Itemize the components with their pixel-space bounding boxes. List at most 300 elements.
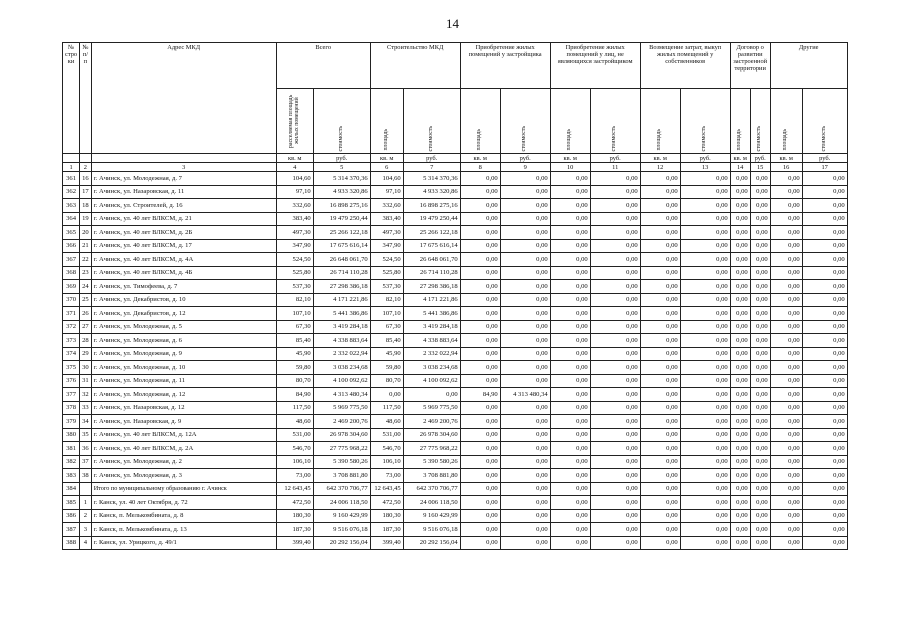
- acq-dev-area: 0,00: [460, 415, 500, 429]
- acq-dev-cost: 0,00: [500, 469, 550, 483]
- compensation-area: 0,00: [640, 266, 680, 280]
- unit-sqm: кв. м: [770, 154, 802, 163]
- column-number: 4: [276, 163, 313, 172]
- total-cost: 26 978 304,60: [313, 428, 370, 442]
- pp-number: 23: [80, 266, 92, 280]
- pp-number: 18: [80, 199, 92, 213]
- contract-cost: 0,00: [750, 334, 770, 348]
- contract-cost: 0,00: [750, 293, 770, 307]
- contract-cost: 0,00: [750, 428, 770, 442]
- row-number: 387: [63, 523, 80, 537]
- pp-number: 25: [80, 293, 92, 307]
- row-number: 364: [63, 212, 80, 226]
- total-area: 524,50: [276, 253, 313, 267]
- acq-nondev-area: 0,00: [550, 212, 590, 226]
- column-number: 9: [500, 163, 550, 172]
- compensation-cost: 0,00: [680, 428, 730, 442]
- contract-area: 0,00: [730, 509, 750, 523]
- row-number: 382: [63, 455, 80, 469]
- contract-area: 0,00: [730, 415, 750, 429]
- pp-number: 29: [80, 347, 92, 361]
- acq-nondev-area: 0,00: [550, 455, 590, 469]
- address-cell: г. Канск, ул. 40 лет Октября, д. 72: [91, 496, 276, 510]
- compensation-cost: 0,00: [680, 320, 730, 334]
- acq-nondev-cost: 0,00: [590, 212, 640, 226]
- table-row: [63, 388, 848, 402]
- acq-nondev-cost: 0,00: [590, 266, 640, 280]
- construction-cost: 5 390 580,26: [403, 455, 460, 469]
- vert-area: площадь: [460, 89, 500, 154]
- compensation-area: 0,00: [640, 469, 680, 483]
- vert-area: площадь: [370, 89, 403, 154]
- construction-cost: 4 171 221,86: [403, 293, 460, 307]
- acq-dev-cost: 0,00: [500, 442, 550, 456]
- construction-area: 59,80: [370, 361, 403, 375]
- total-area: 537,30: [276, 280, 313, 294]
- acq-nondev-area: 0,00: [550, 428, 590, 442]
- compensation-area: 0,00: [640, 253, 680, 267]
- column-number: 2: [80, 163, 92, 172]
- contract-area: 0,00: [730, 361, 750, 375]
- unit-rub: руб.: [313, 154, 370, 163]
- contract-area: 0,00: [730, 266, 750, 280]
- acq-nondev-cost: 0,00: [590, 172, 640, 186]
- compensation-area: 0,00: [640, 172, 680, 186]
- acq-nondev-cost: 0,00: [590, 482, 640, 496]
- column-number: 1: [63, 163, 80, 172]
- vert-cost: стоимость: [500, 89, 550, 154]
- total-cost: 4 171 221,86: [313, 293, 370, 307]
- acq-dev-cost: 0,00: [500, 320, 550, 334]
- contract-area: 0,00: [730, 347, 750, 361]
- compensation-cost: 0,00: [680, 388, 730, 402]
- vert-area-settled: расселяемая площадь жилых помещений: [276, 89, 313, 154]
- other-area: 0,00: [770, 199, 802, 213]
- other-cost: 0,00: [802, 226, 847, 240]
- row-number: 380: [63, 428, 80, 442]
- compensation-area: 0,00: [640, 199, 680, 213]
- other-cost: 0,00: [802, 509, 847, 523]
- other-area: 0,00: [770, 536, 802, 550]
- address-cell: г. Канск, ул. Урицкого, д. 49/1: [91, 536, 276, 550]
- compensation-area: 0,00: [640, 415, 680, 429]
- total-area: 107,10: [276, 307, 313, 321]
- construction-cost: 9 160 429,99: [403, 509, 460, 523]
- column-number: 12: [640, 163, 680, 172]
- acq-dev-area: 0,00: [460, 361, 500, 375]
- table-row: [63, 374, 848, 388]
- other-cost: 0,00: [802, 266, 847, 280]
- row-number: 381: [63, 442, 80, 456]
- total-area: 117,50: [276, 401, 313, 415]
- total-area: 497,30: [276, 226, 313, 240]
- total-area: 12 643,45: [276, 482, 313, 496]
- acq-dev-area: 0,00: [460, 428, 500, 442]
- compensation-cost: 0,00: [680, 185, 730, 199]
- unit-rub: руб.: [802, 154, 847, 163]
- pp-number: 33: [80, 401, 92, 415]
- compensation-cost: 0,00: [680, 334, 730, 348]
- contract-cost: 0,00: [750, 536, 770, 550]
- total-cost: 2 332 022,94: [313, 347, 370, 361]
- total-cost: 17 675 616,14: [313, 239, 370, 253]
- acq-dev-cost: 0,00: [500, 334, 550, 348]
- contract-cost: 0,00: [750, 374, 770, 388]
- other-area: 0,00: [770, 509, 802, 523]
- table-row: [63, 442, 848, 456]
- acq-nondev-cost: 0,00: [590, 455, 640, 469]
- total-cost: 5 314 370,36: [313, 172, 370, 186]
- row-number: 369: [63, 280, 80, 294]
- construction-area: 497,30: [370, 226, 403, 240]
- acq-nondev-area: 0,00: [550, 523, 590, 537]
- contract-cost: 0,00: [750, 320, 770, 334]
- address-cell: г. Ачинск, ул. 40 лет ВЛКСМ, д. 2Б: [91, 226, 276, 240]
- other-area: 0,00: [770, 401, 802, 415]
- other-area: 0,00: [770, 226, 802, 240]
- construction-cost: 5 314 370,36: [403, 172, 460, 186]
- table-row: [63, 320, 848, 334]
- column-number: 3: [91, 163, 276, 172]
- construction-area: 104,60: [370, 172, 403, 186]
- acq-nondev-area: 0,00: [550, 496, 590, 510]
- other-area: 0,00: [770, 307, 802, 321]
- pp-number: 30: [80, 361, 92, 375]
- row-number: 368: [63, 266, 80, 280]
- acq-nondev-cost: 0,00: [590, 280, 640, 294]
- acq-nondev-area: 0,00: [550, 334, 590, 348]
- pp-number: 32: [80, 388, 92, 402]
- acq-dev-cost: 0,00: [500, 199, 550, 213]
- acq-nondev-area: 0,00: [550, 482, 590, 496]
- acq-nondev-cost: 0,00: [590, 469, 640, 483]
- other-area: 0,00: [770, 428, 802, 442]
- total-cost: 24 006 118,50: [313, 496, 370, 510]
- contract-cost: 0,00: [750, 509, 770, 523]
- acq-dev-area: 84,90: [460, 388, 500, 402]
- construction-cost: 4 100 092,62: [403, 374, 460, 388]
- acq-dev-cost: 0,00: [500, 496, 550, 510]
- compensation-area: 0,00: [640, 307, 680, 321]
- other-cost: 0,00: [802, 415, 847, 429]
- pp-number: 34: [80, 415, 92, 429]
- other-area: 0,00: [770, 455, 802, 469]
- acq-nondev-area: 0,00: [550, 320, 590, 334]
- other-cost: 0,00: [802, 469, 847, 483]
- table-row: [63, 496, 848, 510]
- acq-dev-area: 0,00: [460, 199, 500, 213]
- contract-cost: 0,00: [750, 482, 770, 496]
- construction-area: 525,80: [370, 266, 403, 280]
- row-number: 370: [63, 293, 80, 307]
- table-row: [63, 428, 848, 442]
- total-cost: 27 775 968,22: [313, 442, 370, 456]
- total-area: 67,30: [276, 320, 313, 334]
- row-number: 373: [63, 334, 80, 348]
- compensation-area: 0,00: [640, 482, 680, 496]
- table-row: [63, 239, 848, 253]
- other-cost: 0,00: [802, 280, 847, 294]
- address-cell: г. Ачинск, ул. Молодежная, д. 2: [91, 455, 276, 469]
- total-cost: 4 100 092,62: [313, 374, 370, 388]
- acq-dev-area: 0,00: [460, 280, 500, 294]
- address-cell: г. Ачинск, ул. Декабристов, д. 10: [91, 293, 276, 307]
- unit-sqm: кв. м: [370, 154, 403, 163]
- contract-cost: 0,00: [750, 266, 770, 280]
- address-cell: г. Ачинск, ул. Назаровская, д. 12: [91, 401, 276, 415]
- construction-cost: 17 675 616,14: [403, 239, 460, 253]
- row-number: 384: [63, 482, 80, 496]
- row-number: 378: [63, 401, 80, 415]
- construction-area: 48,60: [370, 415, 403, 429]
- row-number: 386: [63, 509, 80, 523]
- construction-area: 531,00: [370, 428, 403, 442]
- acq-nondev-area: 0,00: [550, 293, 590, 307]
- contract-area: 0,00: [730, 253, 750, 267]
- total-area: 82,10: [276, 293, 313, 307]
- row-number: 374: [63, 347, 80, 361]
- other-cost: 0,00: [802, 320, 847, 334]
- contract-area: 0,00: [730, 482, 750, 496]
- total-area: 59,80: [276, 361, 313, 375]
- total-area: 531,00: [276, 428, 313, 442]
- total-area: 332,60: [276, 199, 313, 213]
- acq-dev-cost: 0,00: [500, 307, 550, 321]
- acq-dev-cost: 0,00: [500, 293, 550, 307]
- other-cost: 0,00: [802, 442, 847, 456]
- other-cost: 0,00: [802, 361, 847, 375]
- pp-number: 4: [80, 536, 92, 550]
- header-acq-developers: Приобретение жилых помещений у застройщика: [460, 43, 550, 89]
- pp-number: 19: [80, 212, 92, 226]
- construction-area: 97,10: [370, 185, 403, 199]
- compensation-cost: 0,00: [680, 455, 730, 469]
- total-cost: 3 708 881,80: [313, 469, 370, 483]
- compensation-cost: 0,00: [680, 199, 730, 213]
- other-area: 0,00: [770, 361, 802, 375]
- address-cell: г. Канск, п. Мелькомбината, д. 13: [91, 523, 276, 537]
- compensation-cost: 0,00: [680, 307, 730, 321]
- contract-cost: 0,00: [750, 388, 770, 402]
- acq-nondev-cost: 0,00: [590, 442, 640, 456]
- other-area: 0,00: [770, 415, 802, 429]
- other-area: 0,00: [770, 280, 802, 294]
- acq-dev-area: 0,00: [460, 442, 500, 456]
- unit-rub: руб.: [500, 154, 550, 163]
- acq-dev-cost: 0,00: [500, 253, 550, 267]
- unit-rub: руб.: [590, 154, 640, 163]
- vert-cost: стоимость: [590, 89, 640, 154]
- acq-dev-cost: 0,00: [500, 212, 550, 226]
- other-cost: 0,00: [802, 307, 847, 321]
- compensation-cost: 0,00: [680, 374, 730, 388]
- acq-dev-cost: 0,00: [500, 239, 550, 253]
- pp-number: 1: [80, 496, 92, 510]
- construction-cost: 19 479 250,44: [403, 212, 460, 226]
- acq-nondev-area: 0,00: [550, 185, 590, 199]
- acq-dev-cost: 0,00: [500, 415, 550, 429]
- other-cost: 0,00: [802, 293, 847, 307]
- column-numbers-row: [63, 163, 848, 172]
- table-row: [63, 185, 848, 199]
- total-cost: 2 469 200,76: [313, 415, 370, 429]
- construction-cost: 20 292 156,04: [403, 536, 460, 550]
- compensation-cost: 0,00: [680, 509, 730, 523]
- pp-number: 3: [80, 523, 92, 537]
- other-area: 0,00: [770, 347, 802, 361]
- contract-area: 0,00: [730, 374, 750, 388]
- acq-dev-area: 0,00: [460, 523, 500, 537]
- other-area: 0,00: [770, 482, 802, 496]
- construction-cost: 26 714 110,28: [403, 266, 460, 280]
- row-number: 379: [63, 415, 80, 429]
- acq-nondev-cost: 0,00: [590, 307, 640, 321]
- total-area: 106,10: [276, 455, 313, 469]
- contract-cost: 0,00: [750, 212, 770, 226]
- row-number: 388: [63, 536, 80, 550]
- address-cell: г. Ачинск, ул. Строителей, д. 16: [91, 199, 276, 213]
- acq-dev-cost: 4 313 480,34: [500, 388, 550, 402]
- total-area: 97,10: [276, 185, 313, 199]
- column-number: 5: [313, 163, 370, 172]
- total-cost: 19 479 250,44: [313, 212, 370, 226]
- address-cell: г. Ачинск, ул. 40 лет ВЛКСМ, д. 12А: [91, 428, 276, 442]
- units-row: [63, 154, 848, 163]
- other-cost: 0,00: [802, 523, 847, 537]
- page-number: 14: [446, 16, 459, 31]
- address-cell: г. Ачинск, ул. 40 лет ВЛКСМ, д. 4А: [91, 253, 276, 267]
- construction-area: 332,60: [370, 199, 403, 213]
- header-contract: Договор о развитии застроенной территории: [730, 43, 770, 89]
- construction-cost: 3 038 234,68: [403, 361, 460, 375]
- acq-dev-cost: 0,00: [500, 347, 550, 361]
- total-cost: 9 160 429,99: [313, 509, 370, 523]
- acq-dev-area: 0,00: [460, 226, 500, 240]
- compensation-area: 0,00: [640, 361, 680, 375]
- construction-area: 537,30: [370, 280, 403, 294]
- contract-cost: 0,00: [750, 401, 770, 415]
- total-area: 80,70: [276, 374, 313, 388]
- construction-area: 80,70: [370, 374, 403, 388]
- acq-nondev-cost: 0,00: [590, 523, 640, 537]
- header-acq-non-developers: Приобретение жилых помещений у лиц, не являющихся застройщиком: [550, 43, 640, 89]
- compensation-cost: 0,00: [680, 172, 730, 186]
- total-area: 546,70: [276, 442, 313, 456]
- acq-dev-area: 0,00: [460, 334, 500, 348]
- other-cost: 0,00: [802, 388, 847, 402]
- address-cell: г. Ачинск, ул. Назаровская, д. 11: [91, 185, 276, 199]
- vert-cost: стоимость: [750, 89, 770, 154]
- other-area: 0,00: [770, 469, 802, 483]
- address-cell: г. Ачинск, ул. 40 лет ВЛКСМ, д. 2А: [91, 442, 276, 456]
- contract-area: 0,00: [730, 442, 750, 456]
- table-row: [63, 307, 848, 321]
- contract-cost: 0,00: [750, 469, 770, 483]
- contract-area: 0,00: [730, 239, 750, 253]
- other-cost: 0,00: [802, 253, 847, 267]
- unit-sqm: кв. м: [460, 154, 500, 163]
- construction-cost: 0,00: [403, 388, 460, 402]
- housing-resettlement-table: [62, 42, 848, 550]
- construction-area: 0,00: [370, 388, 403, 402]
- contract-area: 0,00: [730, 320, 750, 334]
- construction-area: 85,40: [370, 334, 403, 348]
- contract-cost: 0,00: [750, 172, 770, 186]
- acq-nondev-area: 0,00: [550, 239, 590, 253]
- column-number: 15: [750, 163, 770, 172]
- compensation-cost: 0,00: [680, 280, 730, 294]
- column-number: 10: [550, 163, 590, 172]
- acq-dev-cost: 0,00: [500, 361, 550, 375]
- acq-nondev-cost: 0,00: [590, 185, 640, 199]
- construction-area: 107,10: [370, 307, 403, 321]
- acq-dev-area: 0,00: [460, 536, 500, 550]
- construction-area: 12 643,45: [370, 482, 403, 496]
- other-area: 0,00: [770, 523, 802, 537]
- address-cell: г. Ачинск, ул. Назаровская, д. 9: [91, 415, 276, 429]
- vert-cost: стоимость: [802, 89, 847, 154]
- total-area: 399,40: [276, 536, 313, 550]
- acq-nondev-cost: 0,00: [590, 415, 640, 429]
- vert-area: площадь: [730, 89, 750, 154]
- compensation-cost: 0,00: [680, 442, 730, 456]
- pp-number: 37: [80, 455, 92, 469]
- other-cost: 0,00: [802, 536, 847, 550]
- construction-cost: 9 516 076,18: [403, 523, 460, 537]
- construction-area: 399,40: [370, 536, 403, 550]
- contract-cost: 0,00: [750, 523, 770, 537]
- acq-nondev-cost: 0,00: [590, 253, 640, 267]
- construction-area: 82,10: [370, 293, 403, 307]
- acq-dev-area: 0,00: [460, 374, 500, 388]
- total-cost: 9 516 076,18: [313, 523, 370, 537]
- unit-rub: руб.: [750, 154, 770, 163]
- acq-dev-cost: 0,00: [500, 185, 550, 199]
- acq-dev-area: 0,00: [460, 347, 500, 361]
- contract-area: 0,00: [730, 172, 750, 186]
- other-area: 0,00: [770, 442, 802, 456]
- construction-cost: 2 332 022,94: [403, 347, 460, 361]
- construction-cost: 2 469 200,76: [403, 415, 460, 429]
- address-cell: г. Ачинск, ул. Тимофеева, д. 7: [91, 280, 276, 294]
- other-cost: 0,00: [802, 428, 847, 442]
- header-pp-number: № п/п: [80, 43, 92, 154]
- table-row: [63, 172, 848, 186]
- unit-sqm: кв. м: [276, 154, 313, 163]
- total-area: 383,40: [276, 212, 313, 226]
- compensation-cost: 0,00: [680, 523, 730, 537]
- acq-dev-cost: 0,00: [500, 455, 550, 469]
- acq-dev-area: 0,00: [460, 293, 500, 307]
- other-cost: 0,00: [802, 334, 847, 348]
- contract-cost: 0,00: [750, 415, 770, 429]
- acq-nondev-area: 0,00: [550, 401, 590, 415]
- acq-dev-area: 0,00: [460, 185, 500, 199]
- header-total: Всего: [276, 43, 370, 89]
- compensation-area: 0,00: [640, 239, 680, 253]
- acq-dev-area: 0,00: [460, 455, 500, 469]
- row-number: 363: [63, 199, 80, 213]
- compensation-area: 0,00: [640, 455, 680, 469]
- compensation-area: 0,00: [640, 320, 680, 334]
- construction-area: 73,00: [370, 469, 403, 483]
- table-row: [63, 199, 848, 213]
- address-cell: г. Ачинск, ул. 40 лет ВЛКСМ, д. 4Б: [91, 266, 276, 280]
- row-number: 365: [63, 226, 80, 240]
- construction-area: 546,70: [370, 442, 403, 456]
- pp-number: 26: [80, 307, 92, 321]
- construction-cost: 5 969 775,50: [403, 401, 460, 415]
